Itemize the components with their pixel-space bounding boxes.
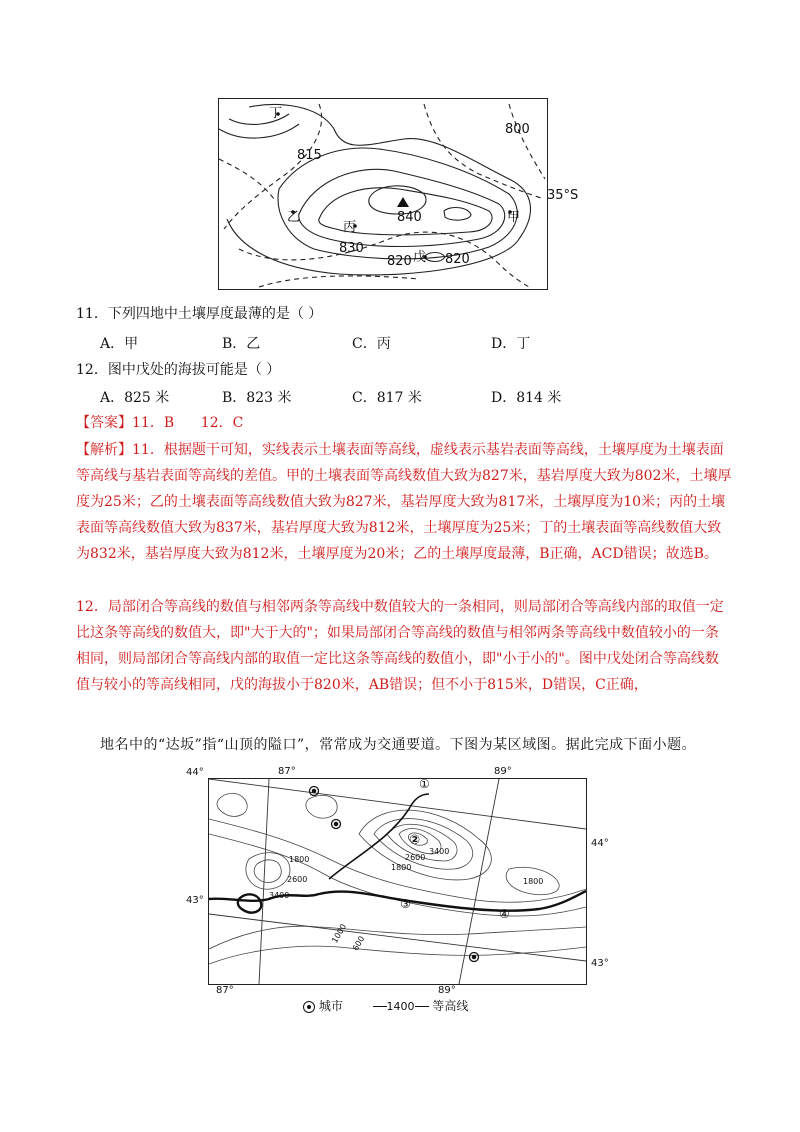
question-11-stem: 11．下列四地中土壤厚度最薄的是（ ） (76, 306, 323, 322)
contour-map-2 (208, 778, 587, 985)
contour-label-840: 840 (397, 210, 422, 225)
analysis-tag: 【解析】 (76, 442, 132, 458)
label-yi: 乙 (287, 210, 301, 225)
contour-legend-icon (373, 1006, 387, 1007)
label-wu: 戊 (413, 250, 427, 265)
map-2-legend (303, 997, 468, 1014)
contour-label-3400-a: 3400 (269, 891, 290, 900)
analysis-12: 12．局部闭合等高线的数值与相邻两条等高线中数值较大的一条相同，则局部闭合等高线内部的取值一定比这条等高线的数值大，即"大于大的"；如果局部闭合等高线的数值与相邻两条等高线中数值较小的一条相同，则局部闭合等高线内部的取值一定比这条等高线的数值小，即"小于小的"。图中戊处闭合等高线数值与较小的等高线相同，戊的海拔小于820米，AB错误；但不小于815米，D错误，C正确， (76, 599, 724, 693)
contour-label-2600-a: 2600 (287, 875, 308, 884)
legend-contour-value: 1400 (386, 1000, 415, 1013)
tick-bottom-87: 87° (216, 985, 234, 996)
tick-top-89: 89° (494, 766, 512, 777)
contour-label-3400-b: 3400 (429, 847, 450, 856)
marker-4: ④ (499, 907, 510, 921)
q11-option-d: D．丁 (491, 336, 531, 352)
answer-line (76, 410, 732, 436)
latitude-label-35s: 35°S (547, 188, 579, 203)
label-jia: 甲 (507, 210, 521, 225)
contour-label-820-a: 820 (387, 254, 412, 269)
contour-label-815: 815 (297, 148, 322, 163)
contour-map-1-lines (219, 99, 547, 289)
q12-option-a: A．825 米 (100, 390, 170, 406)
q11-option-a: A．甲 (100, 336, 139, 352)
tick-left-43: 43° (186, 895, 204, 906)
contour-label-600: 600 (350, 934, 367, 953)
contour-label-2600-b: 2600 (405, 853, 426, 862)
peak-triangle-icon (397, 197, 409, 207)
city-legend-icon (303, 1001, 315, 1013)
legend-city-label: 城市 (318, 999, 343, 1013)
tick-right-43: 43° (591, 958, 609, 969)
section-intro: 地名中的“达坂”指“山顶的隘口”，常常成为交通要道。下图为某区域图。据此完成下面小题。 (100, 737, 697, 753)
q11-option-c: C．丙 (352, 336, 391, 352)
tick-right-44: 44° (591, 838, 609, 849)
q12-option-b: B．823 米 (222, 390, 292, 406)
q12-option-c: C．817 米 (352, 390, 422, 406)
marker-2: ② (409, 833, 421, 848)
answer-tag: 【答案】 (76, 415, 132, 431)
tick-bottom-89: 89° (438, 985, 456, 996)
contour-label-1800-a: 1800 (289, 855, 310, 864)
legend-contour-label: 等高线 (432, 999, 469, 1013)
question-12-stem: 12．图中戊处的海拔可能是（ ） (76, 362, 281, 378)
contour-label-820-b: 820 (445, 252, 470, 267)
contour-map-1 (218, 98, 548, 290)
q12-option-d: D．814 米 (491, 390, 562, 406)
contour-label-1800-c: 1800 (523, 877, 544, 886)
contour-label-830: 830 (339, 241, 364, 256)
label-ding: 丁 (269, 106, 283, 121)
tick-left-44: 44° (186, 767, 204, 778)
marker-1: ① (419, 778, 430, 791)
label-bing: 丙 (343, 220, 357, 235)
q11-option-b: B．乙 (222, 336, 261, 352)
contour-label-800: 800 (505, 122, 530, 137)
answer-text: 11．B 12．C (132, 415, 244, 431)
contour-label-1800-b: 1800 (391, 863, 412, 872)
marker-3: ③ (400, 897, 411, 911)
tick-top-87: 87° (278, 766, 296, 777)
analysis-11 (76, 437, 732, 567)
analysis-11-text: 11．根据题干可知，实线表示土壤表面等高线，虚线表示基岩表面等高线，土壤厚度为土壤表面等高线与基岩表面等高线的差值。甲的土壤表面等高线数值大致为827米，基岩厚度大致为802米，土壤厚度为25米；乙的土壤表面等高线数值大致为827米，基岩厚度大致为817米，土壤厚度为10米；丙的土壤表面等高线数值大致为837米，基岩厚度大致为812米，土壤厚度为25米；丁的土壤表面等高线数值大致为832米，基岩厚度大致为812米，土壤厚度为20米；乙的土壤厚度最薄，B正确，ACD错误；故选B。 (76, 442, 732, 562)
contour-label-1000: 1000 (330, 922, 349, 945)
